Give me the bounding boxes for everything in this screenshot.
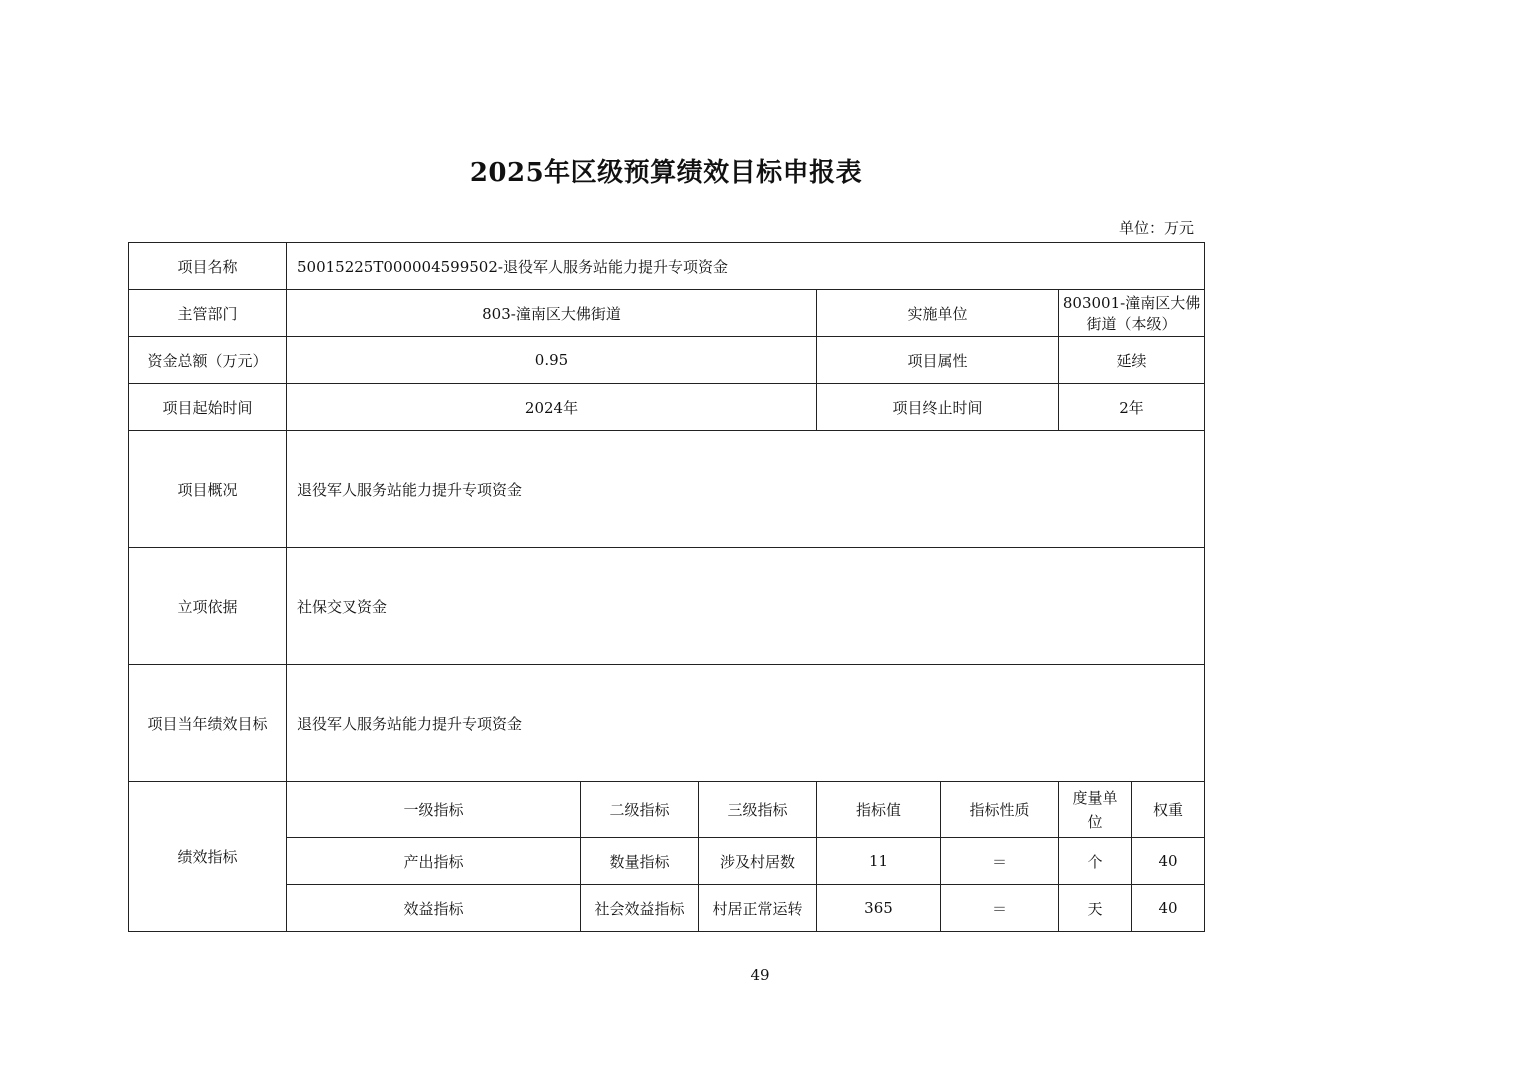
- label-project-name: 项目名称: [129, 243, 287, 290]
- value-end-time: 2年: [1059, 384, 1205, 431]
- value-dept: 803-潼南区大佛街道: [287, 290, 817, 337]
- indicator-level1: 效益指标: [287, 885, 581, 932]
- indicator-level3: 村居正常运转: [699, 885, 817, 932]
- row-project-name: [129, 243, 1205, 290]
- label-attribute: 项目属性: [817, 337, 1059, 384]
- label-funds: 资金总额（万元）: [129, 337, 287, 384]
- value-impl-unit: 803001-潼南区大佛街道（本级）: [1059, 290, 1205, 337]
- budget-table: [128, 242, 1205, 932]
- label-start-time: 项目起始时间: [129, 384, 287, 431]
- row-overview: [129, 431, 1205, 548]
- label-basis: 立项依据: [129, 548, 287, 665]
- value-start-time: 2024年: [287, 384, 817, 431]
- label-goal: 项目当年绩效目标: [129, 665, 287, 782]
- header-weight: 权重: [1132, 782, 1205, 838]
- indicator-header-row: [129, 782, 1205, 838]
- row-funds: [129, 337, 1205, 384]
- unit-label: 单位：万元: [1118, 219, 1194, 237]
- indicator-level2: 数量指标: [581, 838, 699, 885]
- label-overview: 项目概况: [129, 431, 287, 548]
- row-dept: [129, 290, 1205, 337]
- header-level1: 一级指标: [287, 782, 581, 838]
- value-goal: 退役军人服务站能力提升专项资金: [287, 665, 1205, 782]
- row-time: [129, 384, 1205, 431]
- label-impl-unit: 实施单位: [817, 290, 1059, 337]
- value-attribute: 延续: [1059, 337, 1205, 384]
- label-end-time: 项目终止时间: [817, 384, 1059, 431]
- value-basis: 社保交叉资金: [287, 548, 1205, 665]
- indicator-value: 11: [817, 838, 941, 885]
- indicator-value: 365: [817, 885, 941, 932]
- header-unit-line1: 度量单: [1072, 788, 1118, 807]
- indicator-level1: 产出指标: [287, 838, 581, 885]
- label-indicators: 绩效指标: [129, 782, 287, 932]
- page-title: 2025年区级预算绩效目标申报表: [469, 158, 863, 188]
- indicator-weight: 40: [1132, 838, 1205, 885]
- header-unit: [1059, 782, 1132, 838]
- indicator-nature: ＝: [941, 838, 1059, 885]
- indicator-level3: 涉及村居数: [699, 838, 817, 885]
- indicator-row: [129, 885, 1205, 932]
- value-funds: 0.95: [287, 337, 817, 384]
- indicator-level2: 社会效益指标: [581, 885, 699, 932]
- page-number: 49: [750, 966, 770, 984]
- indicator-nature: ＝: [941, 885, 1059, 932]
- header-unit-line2: 位: [1087, 812, 1103, 831]
- row-goal: [129, 665, 1205, 782]
- indicator-weight: 40: [1132, 885, 1205, 932]
- header-level3: 三级指标: [699, 782, 817, 838]
- indicator-unit: 个: [1059, 838, 1132, 885]
- header-level2: 二级指标: [581, 782, 699, 838]
- header-nature: 指标性质: [941, 782, 1059, 838]
- label-dept: 主管部门: [129, 290, 287, 337]
- header-value: 指标值: [817, 782, 941, 838]
- indicator-row: [129, 838, 1205, 885]
- row-basis: [129, 548, 1205, 665]
- indicator-unit: 天: [1059, 885, 1132, 932]
- value-overview: 退役军人服务站能力提升专项资金: [287, 431, 1205, 548]
- value-project-name: 50015225T000004599502-退役军人服务站能力提升专项资金: [287, 243, 1205, 290]
